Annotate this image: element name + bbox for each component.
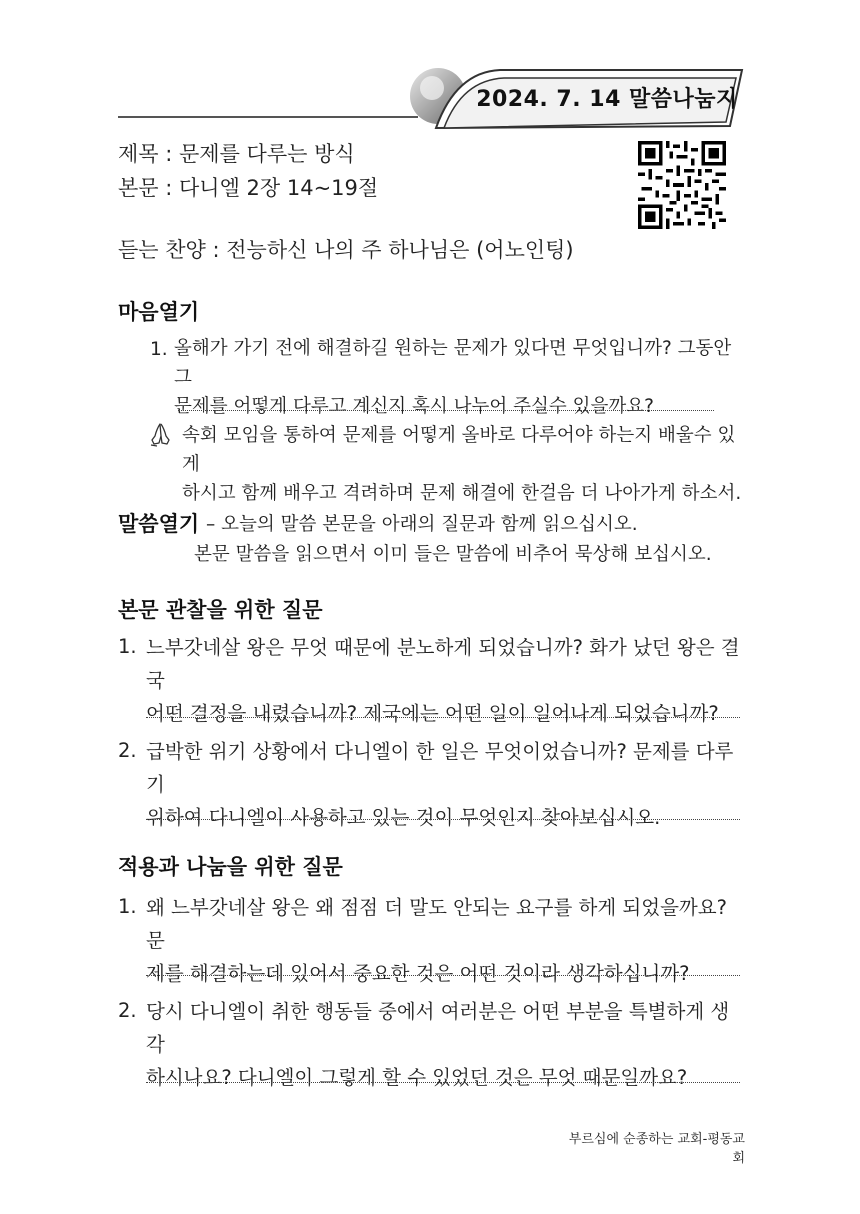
qr-code-icon [638,141,726,229]
application-title: 적용과 나눔을 위한 질문 [118,855,343,879]
answer-dotted-line [146,1082,740,1083]
observation-title: 본문 관찰을 위한 질문 [118,598,323,622]
answer-dotted-line [146,717,740,718]
question-number: 1. [118,635,137,658]
question-line: 제를 해결하는데 있어서 중요한 것은 어떤 것이라 생각하십니까? [146,962,690,985]
observation-question [146,631,746,730]
open-heart-question [174,334,744,421]
question-line: 당시 다니엘이 취한 행동들 중에서 여러분은 어떤 부분을 특별하게 생각 [146,1000,730,1056]
praying-hands-icon [148,422,174,448]
sermon-title: 제목 : 문제를 다루는 방식 [118,142,355,166]
question-number: 1. [118,895,137,918]
open-word-instruction: – 오늘의 말씀 본문을 아래의 질문과 함께 읽으십시오. [206,514,638,535]
answer-dotted-line [178,410,714,411]
question-number: 2. [118,999,137,1022]
open-word-instruction: 본문 말씀을 읽으면서 이미 들은 말씀에 비추어 묵상해 보십시오. [194,544,712,565]
question-line: 위하여 다니엘이 사용하고 있는 것이 무엇인지 찾아보십시오. [146,806,661,829]
church-footer: 부르심에 순종하는 교회-평동교회 [568,1132,745,1166]
prayer-line: 하시고 함께 배우고 격려하며 문제 해결에 한걸음 더 나아가게 하소서. [182,483,742,504]
hymn-line: 듣는 찬양 : 전능하신 나의 주 하나님은 (어노인팅) [118,238,574,262]
date-banner [400,62,745,130]
prayer-line: 속회 모임을 통하여 문제를 어떻게 올바로 다루어야 하는지 배울수 있게 [182,425,736,475]
question-line: 문제를 어떻게 다루고 계신지 혹시 나누어 주실수 있을까요? [174,396,654,417]
date-title: 2024. 7. 14 말씀나눔지 [476,87,738,112]
question-line: 하시나요? 다니엘이 그렇게 할 수 있었던 것은 무엇 때문일까요? [146,1066,688,1089]
question-line: 왜 느부갓네살 왕은 왜 점점 더 말도 안되는 요구를 하게 되었을까요? 문 [146,896,727,952]
open-word-title: 말씀열기 [118,512,200,536]
question-line: 올해가 가기 전에 해결하길 원하는 문제가 있다면 무엇입니까? 그동안 그 [174,338,732,388]
open-heart-title: 마음열기 [118,300,200,324]
question-number: 2. [118,739,137,762]
application-question [146,995,746,1094]
question-line: 느부갓네살 왕은 무엇 때문에 분노하게 되었습니까? 화가 났던 왕은 결국 [146,636,740,692]
answer-dotted-line [146,819,740,820]
prayer-text [182,421,752,508]
answer-dotted-line [146,975,740,976]
header-rule [118,116,418,118]
question-line: 급박한 위기 상황에서 다니엘이 한 일은 무엇이었습니까? 문제를 다루기 [146,740,734,796]
question-number: 1. [150,339,168,360]
question-line: 어떤 결정을 내렸습니까? 제국에는 어떤 일이 일어나게 되었습니까? [146,702,719,725]
scripture-reference: 본문 : 다니엘 2장 14~19절 [118,176,379,200]
